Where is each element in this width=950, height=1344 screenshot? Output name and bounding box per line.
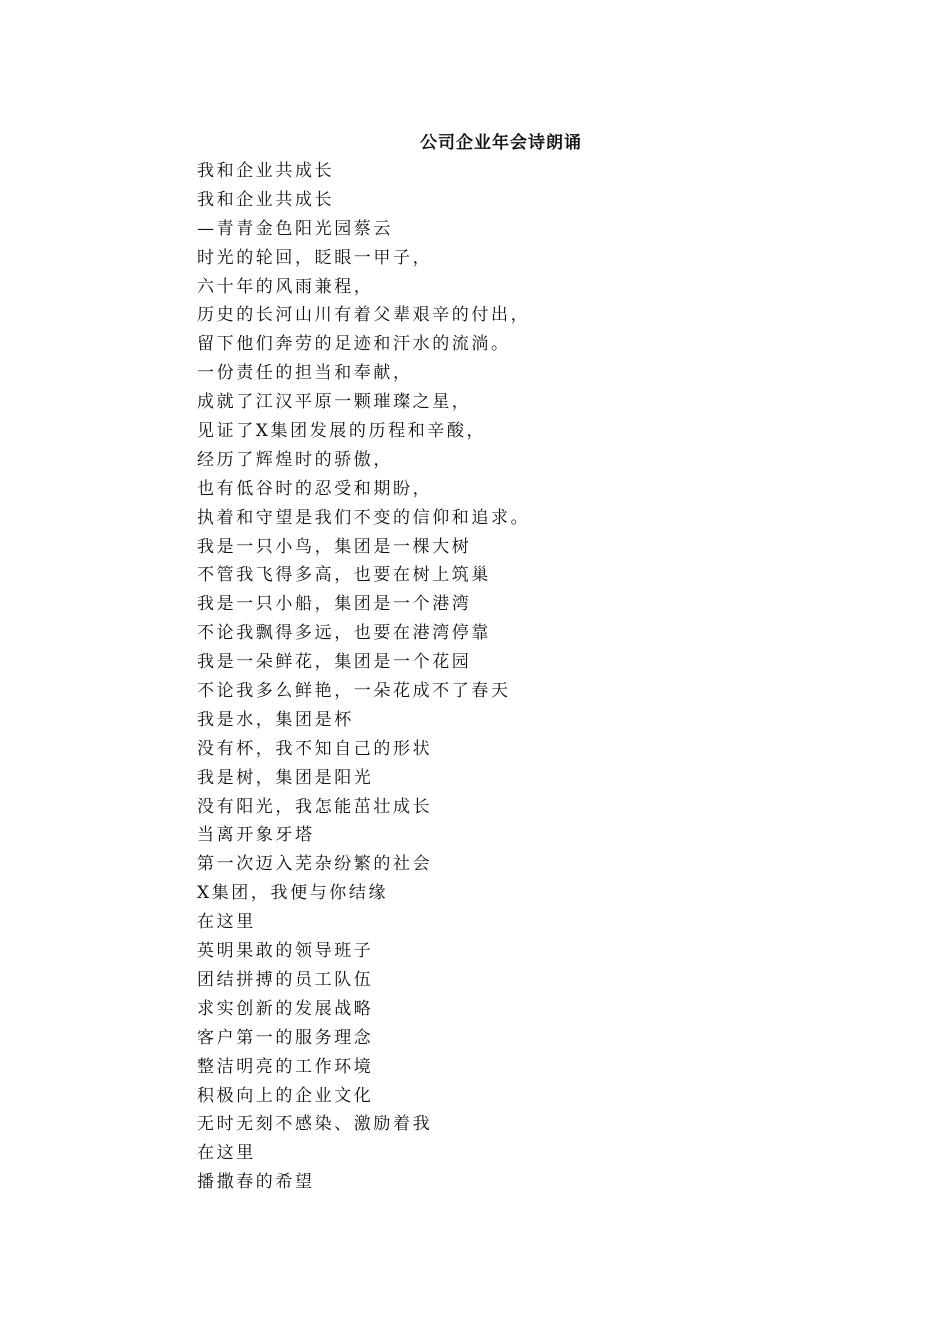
poem-line: 六十年的风雨兼程， xyxy=(197,276,374,297)
poem-line: 也有低谷时的忍受和期盼， xyxy=(197,478,433,499)
poem-line: 播撒春的希望 xyxy=(197,1172,315,1193)
poem-line: 经历了辉煌时的骄傲， xyxy=(197,449,393,470)
poem-line: 不论我多么鲜艳，一朵花成不了春天 xyxy=(197,681,511,702)
document-title: 公司企业年会诗朗诵 xyxy=(420,133,582,153)
poem-line: 我是一只小船，集团是一个港湾 xyxy=(197,594,472,615)
poem-line: 英明果敢的领导班子 xyxy=(197,941,374,962)
poem-line: 成就了江汉平原一颗璀璨之星， xyxy=(197,392,472,413)
poem-line: 没有阳光，我怎能茁壮成长 xyxy=(197,796,433,817)
poem-line: 在这里 xyxy=(197,1143,256,1164)
poem-line: 我是一只小鸟，集团是一棵大树 xyxy=(197,536,472,557)
poem-line: 客户第一的服务理念 xyxy=(197,1027,374,1048)
poem-line: 执着和守望是我们不变的信仰和追求。 xyxy=(197,507,531,528)
poem-line: 见证了X集团发展的历程和辛酸， xyxy=(197,421,487,442)
poem-line: 没有杯，我不知自己的形状 xyxy=(197,738,433,759)
poem-body xyxy=(197,157,757,1197)
poem-line: —青青金色阳光园蔡云 xyxy=(197,218,393,239)
poem-line: 积极向上的企业文化 xyxy=(197,1085,374,1106)
poem-line: 我是树，集团是阳光 xyxy=(197,767,374,788)
poem-line: 留下他们奔劳的足迹和汗水的流淌。 xyxy=(197,334,511,355)
poem-line: 不管我飞得多高，也要在树上筑巢 xyxy=(197,565,491,586)
poem-line: 我和企业共成长 xyxy=(197,189,335,210)
poem-line: 我是一朵鲜花，集团是一个花园 xyxy=(197,652,472,673)
poem-line: 不论我飘得多远，也要在港湾停靠 xyxy=(197,623,491,644)
poem-line: 在这里 xyxy=(197,912,256,933)
poem-line: 第一次迈入芜杂纷繁的社会 xyxy=(197,854,433,875)
poem-line: 历史的长河山川有着父辈艰辛的付出， xyxy=(197,305,531,326)
poem-line: 时光的轮回，眨眼一甲子， xyxy=(197,247,433,268)
poem-line: 整洁明亮的工作环境 xyxy=(197,1056,374,1077)
poem-line: 我和企业共成长 xyxy=(197,161,335,181)
poem-line: 一份责任的担当和奉献， xyxy=(197,363,413,384)
poem-line: 无时无刻不感染、激励着我 xyxy=(197,1114,433,1135)
poem-line: 当离开象牙塔 xyxy=(197,825,315,846)
poem-line: 我是水，集团是杯 xyxy=(197,709,354,730)
poem-line: X集团，我便与你结缘 xyxy=(197,883,389,904)
poem-line: 求实创新的发展战略 xyxy=(197,998,374,1019)
poem-line: 团结拼搏的员工队伍 xyxy=(197,969,374,990)
